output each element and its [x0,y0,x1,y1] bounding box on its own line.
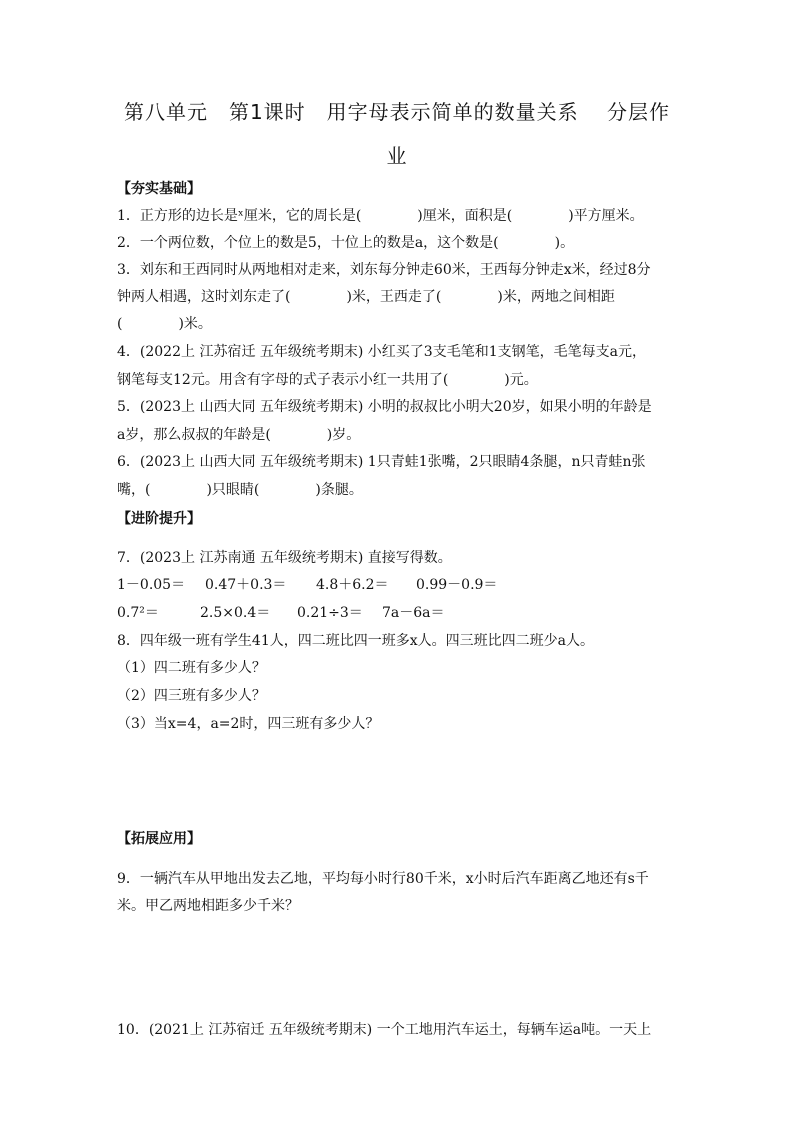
calc-item: 7a－6a＝ [382,605,445,621]
section-extend-heading: 【拓展应用】 [117,831,201,847]
question-10-line1: 10．(2021上 江苏宿迁 五年级统考期末) 一个工地用汽车运土，每辆车运a吨。一天上 [117,1022,652,1038]
calc-item: 0.47＋0.3＝ [205,577,287,593]
question-5-line1: 5．(2023上 山西大同 五年级统考期末) 小明的叔叔比小明大20岁，如果小明的年龄是 [117,399,652,415]
question-3-line3: ( )米。 [117,316,212,332]
question-1: 1．正方形的边长是ˣ厘米，它的周长是( )厘米，面积是( )平方厘米。 [117,208,644,224]
question-5-line2: a岁，那么叔叔的年龄是( )岁。 [117,427,361,443]
question-9-line1: 9．一辆汽车从甲地出发去乙地，平均每小时行80千米，x小时后汽车距离乙地还有s千 [117,871,649,887]
question-8-part1: （1）四二班有多少人？ [117,660,266,676]
question-8-part2: （2）四三班有多少人？ [117,688,266,704]
section-advanced-heading: 【进阶提升】 [117,511,201,527]
question-4-line2: 钢笔每支12元。用含有字母的式子表示小红一共用了( )元。 [117,372,538,388]
page-title-line1: 第八单元 第1课时 用字母表示简单的数量关系 分层作 [123,100,671,124]
question-8: 8．四年级一班有学生41人，四二班比四一班多x人。四三班比四二班少a人。 [117,633,594,649]
section-basic-heading: 【夯实基础】 [117,181,201,197]
calc-item: 0.7²＝ [117,605,159,621]
question-8-part3: （3）当x=4，a=2时，四三班有多少人？ [117,716,380,732]
calc-item: 0.21÷3＝ [297,605,363,621]
question-2: 2．一个两位数，个位上的数是5，十位上的数是a，这个数是( )。 [117,235,575,251]
question-7: 7．(2023上 江苏南通 五年级统考期末) 直接写得数。 [117,550,452,566]
question-3-line2: 钟两人相遇，这时刘东走了( )米，王西走了( )米，两地之间相距 [117,289,615,305]
question-4-line1: 4．(2022上 江苏宿迁 五年级统考期末) 小红买了3支毛笔和1支钢笔，毛笔每支a元， [117,344,646,360]
page-title-line2: 业 [386,144,408,168]
calc-item: 0.99－0.9＝ [416,577,498,593]
question-9-line2: 米。甲乙两地相距多少千米？ [117,898,299,914]
calc-item: 4.8＋6.2＝ [316,577,389,593]
question-3-line1: 3．刘东和王西同时从两地相对走来，刘东每分钟走60米，王西每分钟走x米，经过8分 [117,262,651,278]
calc-item: 2.5×0.4＝ [200,605,271,621]
calc-item: 1－0.05＝ [117,577,186,593]
question-6-line1: 6．(2023上 山西大同 五年级统考期末) 1只青蛙1张嘴，2只眼睛4条腿，n只青蛙n张 [117,454,646,470]
question-6-line2: 嘴，( )只眼睛( )条腿。 [117,482,363,498]
